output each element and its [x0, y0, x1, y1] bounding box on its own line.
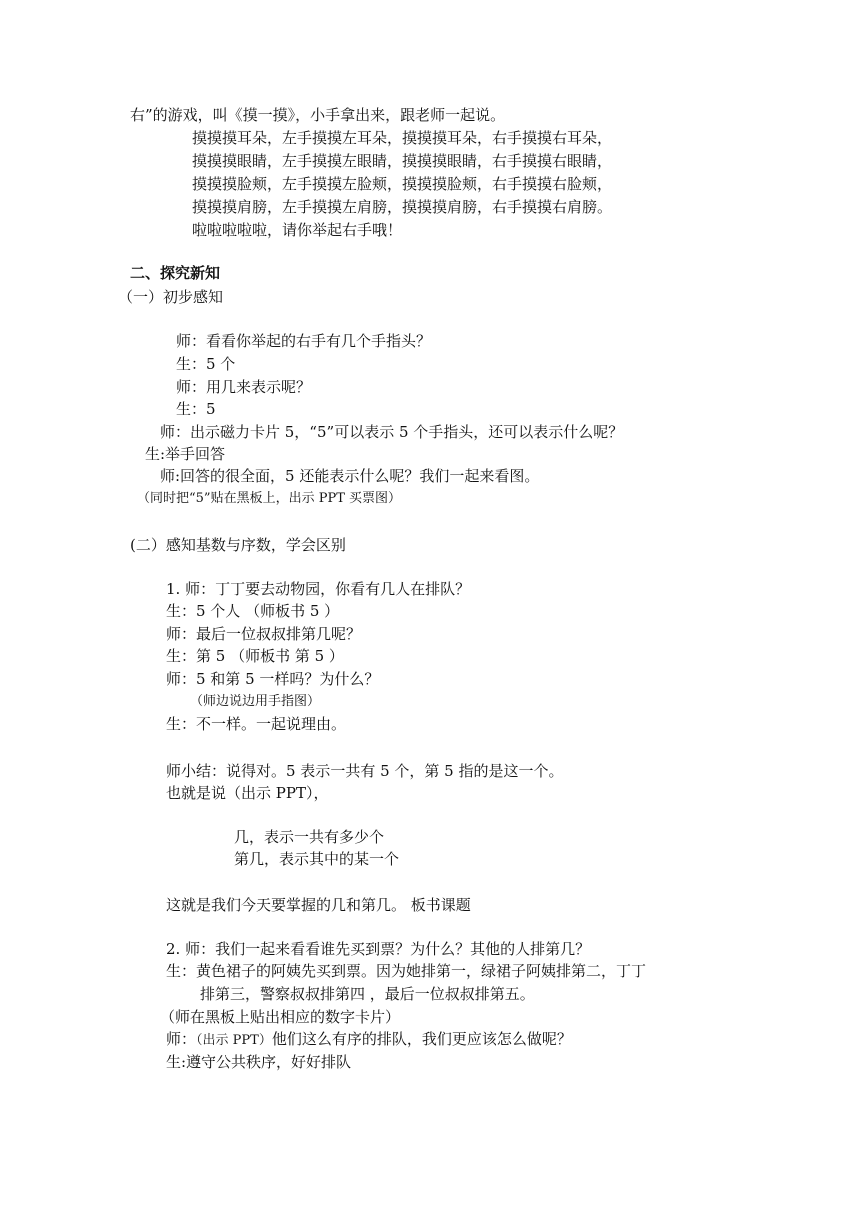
dialogue-line: 师：5 和第 5 一样吗？为什么？	[166, 670, 380, 688]
definition-line: 第几，表示其中的某一个	[234, 850, 400, 868]
stage-note: （师在黑板上贴出相应的数字卡片）	[160, 1008, 401, 1026]
dialogue-line: 排第三，警察叔叔排第四 ，最后一位叔叔排第五。	[200, 985, 535, 1003]
rhyme-line: 摸摸摸肩膀，左手摸摸左肩膀，摸摸摸肩膀，右手摸摸右肩膀。	[192, 198, 613, 216]
dialogue-line: 1. 师：丁丁要去动物园，你看有几人在排队？	[166, 580, 471, 598]
speaker-label: 师：	[166, 1030, 197, 1048]
dialogue-line: 师：看看你举起的右手有几个手指头？	[176, 332, 432, 350]
dialogue-line: 生：第 5 （师板书 第 5 ）	[166, 647, 344, 665]
summary-line: 师小结：说得对。5 表示一共有 5 个，第 5 指的是这一个。	[166, 762, 564, 780]
rhyme-line: 摸摸摸脸颊，左手摸摸左脸颊，摸摸摸脸颊，右手摸摸右脸颊，	[192, 175, 613, 193]
stage-note: （同时把“5”贴在黑板上，出示 PPT 买票图）	[137, 491, 401, 506]
summary-line: 这就是我们今天要掌握的几和第几。 板书课题	[166, 896, 471, 914]
rhyme-line: 摸摸摸耳朵，左手摸摸左耳朵，摸摸摸耳朵，右手摸摸右耳朵，	[192, 129, 613, 147]
dialogue-line: 生：5 个人 （师板书 5 ）	[166, 602, 340, 620]
dialogue-line: 师:回答的很全面，5 还能表示什么呢？我们一起来看图。	[160, 467, 540, 485]
dialogue-line: 生：5	[176, 400, 216, 418]
part-title: (二）感知基数与序数，学会区别	[130, 536, 346, 554]
dialogue-line: 师：用几来表示呢？	[176, 378, 312, 396]
rhyme-line: 摸摸摸眼睛，左手摸摸左眼睛，摸摸摸眼睛，右手摸摸右眼睛，	[192, 152, 613, 170]
dialogue-line: 师：出示磁力卡片 5，“5”可以表示 5 个手指头，还可以表示什么呢？	[160, 423, 624, 441]
game-intro-line: 右”的游戏，叫《摸一摸》，小手拿出来，跟老师一起说。	[130, 106, 506, 124]
dialogue-line	[166, 1030, 572, 1050]
dialogue-line: 生:遵守公共秩序，好好排队	[166, 1053, 352, 1071]
section-heading: 二、探究新知	[130, 264, 221, 282]
summary-line: 也就是说（出示 PPT），	[166, 784, 329, 802]
dialogue-line: 生：黄色裙子的阿姨先买到票。因为她排第一，绿裙子阿姨排第二，丁丁	[166, 962, 647, 980]
definition-line: 几，表示一共有多少个	[234, 828, 385, 846]
rhyme-line: 啦啦啦啦啦，请你举起右手哦！	[192, 221, 403, 239]
dialogue-line: 生：5 个	[176, 355, 236, 373]
dialogue-line: 生:举手回答	[145, 445, 226, 463]
stage-note: （师边说边用手指图）	[190, 694, 321, 709]
stage-note: （出示 PPT）	[196, 1033, 272, 1048]
dialogue-line: 2. 师：我们一起来看看谁先买到票？为什么？其他的人排第几？	[166, 940, 591, 958]
dialogue-line: 生：不一样。一起说理由。	[166, 715, 347, 733]
part-title: （一）初步感知	[118, 288, 224, 306]
dialogue-text: 他们这么有序的排队，我们更应该怎么做呢？	[271, 1030, 572, 1048]
dialogue-line: 师：最后一位叔叔排第几呢？	[166, 625, 362, 643]
